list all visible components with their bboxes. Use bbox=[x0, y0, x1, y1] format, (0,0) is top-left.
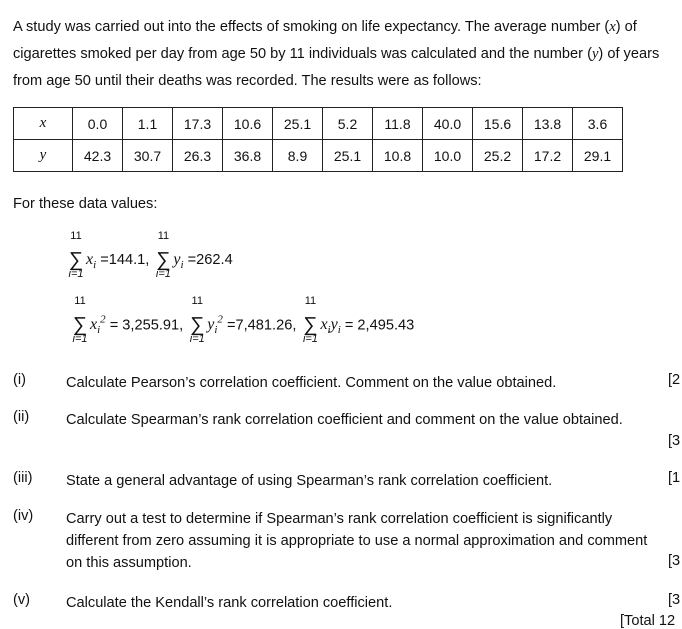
table-cell: 25.1 bbox=[273, 108, 323, 140]
question-number: (iii) bbox=[13, 470, 33, 486]
table-cell: 17.2 bbox=[523, 140, 573, 172]
table-row-y bbox=[14, 140, 623, 172]
question-text: State a general advantage of using Spearman’s rank correlation coefficient. bbox=[66, 473, 553, 489]
question-marks: [3 bbox=[668, 592, 681, 608]
table-cell: 5.2 bbox=[323, 108, 373, 140]
table-cell: 13.8 bbox=[523, 108, 573, 140]
variable-x-i-squared: $x_i^2$ bbox=[90, 314, 106, 337]
question-marks: [3 bbox=[668, 433, 681, 449]
table-cell: 36.8 bbox=[223, 140, 273, 172]
table-cell: 11.8 bbox=[373, 108, 423, 140]
sum-formula-line-2 bbox=[70, 295, 415, 346]
sum-y-squared-value: =7,481.26, bbox=[226, 317, 297, 334]
question-number: (i) bbox=[13, 372, 26, 388]
question-marks: [1 bbox=[668, 470, 681, 486]
sum-formula-line-1 bbox=[66, 230, 233, 280]
table-cell: 0.0 bbox=[73, 108, 123, 140]
question-number: (iv) bbox=[13, 508, 34, 524]
intro-paragraph: A study was carried out into the effects of smoking on life expectancy. The average number (x) of cigarettes smoked per day from age 50 by 11 individuals was calculated and the number (y) of years from age 50 until their deaths was recorded. The results were as follows: bbox=[13, 19, 660, 89]
data-table bbox=[13, 107, 623, 172]
table-cell: 3.6 bbox=[573, 108, 623, 140]
row-header-y: y bbox=[14, 140, 73, 172]
question-marks: [3 bbox=[668, 553, 681, 569]
variable-x-i-y-i: $x_iy_i$ bbox=[320, 316, 341, 337]
sigma-symbol: 11 ∑ i=1 bbox=[302, 295, 318, 346]
table-cell: 10.8 bbox=[373, 140, 423, 172]
sum-x-value: =144.1, bbox=[100, 251, 150, 268]
table-cell: 15.6 bbox=[473, 108, 523, 140]
sum-x-squared-value: = 3,255.91, bbox=[109, 317, 184, 334]
table-cell: 29.1 bbox=[573, 140, 623, 172]
table-cell: 25.1 bbox=[323, 140, 373, 172]
sigma-symbol: 11 ∑ i=1 bbox=[68, 230, 84, 280]
question-text: Calculate Pearson’s correlation coefficient. Comment on the value obtained. bbox=[66, 375, 557, 391]
question-number: (v) bbox=[13, 592, 31, 608]
question-marks: [2 bbox=[668, 372, 681, 388]
variable-x-i: $x_i$ bbox=[86, 250, 97, 272]
sum-y-value: =262.4 bbox=[187, 251, 233, 268]
variable-y-i-squared: $y_i^2$ bbox=[207, 314, 223, 337]
table-row-x bbox=[14, 108, 623, 140]
sigma-symbol: 11 ∑ i=1 bbox=[155, 230, 171, 280]
table-cell: 42.3 bbox=[73, 140, 123, 172]
question-number: (ii) bbox=[13, 409, 30, 425]
table-cell: 26.3 bbox=[173, 140, 223, 172]
variable-y-i: $y_i$ bbox=[173, 250, 184, 272]
table-cell: 25.2 bbox=[473, 140, 523, 172]
table-cell: 8.9 bbox=[273, 140, 323, 172]
question-text: Carry out a test to determine if Spearman’s rank correlation coefficient is significantly different from zero assuming it is appropriate to use a normal approximation and comment on this assumption. bbox=[66, 511, 648, 571]
table-cell: 10.6 bbox=[223, 108, 273, 140]
lead-text: For these data values: bbox=[13, 196, 158, 212]
total-marks: [Total 12 bbox=[620, 613, 676, 629]
table-cell: 30.7 bbox=[123, 140, 173, 172]
sum-xy-value: = 2,495.43 bbox=[344, 317, 415, 334]
table-cell: 40.0 bbox=[423, 108, 473, 140]
question-text: Calculate the Kendall’s rank correlation coefficient. bbox=[66, 595, 393, 611]
sigma-symbol: 11 ∑ i=1 bbox=[72, 295, 88, 346]
sigma-symbol: 11 ∑ i=1 bbox=[189, 295, 205, 346]
table-cell: 1.1 bbox=[123, 108, 173, 140]
question-text: Calculate Spearman’s rank correlation coefficient and comment on the value obtained. bbox=[66, 412, 623, 428]
table-cell: 17.3 bbox=[173, 108, 223, 140]
row-header-x: x bbox=[14, 108, 73, 140]
table-cell: 10.0 bbox=[423, 140, 473, 172]
